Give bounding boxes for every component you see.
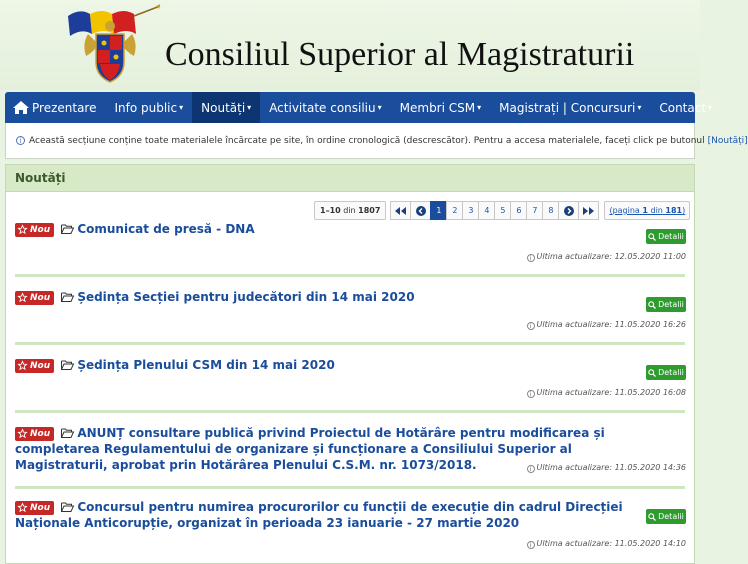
star-outline-icon: [18, 293, 27, 302]
updated-date: 11.05.2020 16:26: [614, 320, 686, 329]
last-updated: [527, 252, 687, 262]
page-current: 1: [642, 206, 648, 215]
news-item-title[interactable]: Ședința Secției pentru judecători din 14 mai 2020: [77, 290, 415, 304]
results-of-word: din: [343, 206, 356, 215]
nav-item-membri-csm[interactable]: [391, 92, 491, 123]
site-title: Consiliul Superior al Magistraturii: [165, 36, 635, 73]
folder-open-icon: [61, 502, 74, 512]
double-chevron-right-icon: [583, 207, 594, 215]
search-icon: [648, 301, 656, 309]
last-updated: [527, 539, 687, 549]
panel-title: Noutăți: [6, 165, 694, 192]
updated-date: 11.05.2020 14:10: [614, 539, 686, 548]
news-item-title[interactable]: Concursul pentru numirea procurorilor cu funcții de execuție din cadrul Direcției Naționale Anticorupție, organizat în perioada 23 ianuarie - 27 martie 2020: [15, 500, 623, 530]
page-3-button[interactable]: 3: [462, 201, 479, 220]
page-2-button[interactable]: 2: [446, 201, 463, 220]
nav-item-label: Membri CSM: [399, 100, 476, 115]
results-total: 1807: [358, 206, 381, 215]
nav-item-label: Magistrați | Concursuri: [499, 100, 636, 115]
caret-down-icon: ▾: [247, 103, 252, 112]
nav-item-label: Noutăți: [201, 100, 246, 115]
details-label: Detalii: [658, 232, 684, 241]
updated-date: 11.05.2020 16:08: [614, 388, 686, 397]
nav-item-info-public[interactable]: [105, 92, 192, 123]
details-label: Detalii: [658, 368, 684, 377]
page-8-button[interactable]: 8: [542, 201, 559, 220]
updated-prefix: Ultima actualizare:: [536, 320, 613, 329]
news-panel: [5, 164, 695, 564]
updated-prefix: Ultima actualizare:: [536, 252, 613, 261]
page-4-button[interactable]: 4: [478, 201, 495, 220]
page-1-button[interactable]: 1: [430, 201, 447, 220]
news-item: [6, 285, 694, 343]
nav-item-label: Activitate consiliu: [269, 100, 376, 115]
results-range: 1–10: [320, 206, 341, 215]
last-updated: [527, 388, 687, 398]
page-indicator[interactable]: ( pagina 1 din 181 ): [604, 201, 690, 220]
nav-item-noutati[interactable]: [192, 92, 260, 123]
news-item-title-row: [15, 357, 654, 373]
info-icon: i: [527, 390, 535, 398]
site-header: [0, 0, 700, 90]
news-item: [6, 497, 694, 563]
page-7-button[interactable]: 7: [526, 201, 543, 220]
chevron-circle-right-icon: [564, 206, 574, 216]
info-icon: i: [527, 541, 535, 549]
details-button[interactable]: [646, 229, 686, 244]
new-badge-label: Nou: [30, 428, 51, 439]
search-icon: [648, 369, 656, 377]
folder-open-icon: [61, 292, 74, 302]
star-outline-icon: [18, 361, 27, 370]
page-of-word: din: [650, 206, 663, 215]
details-label: Detalii: [658, 512, 684, 521]
news-item-title-row: [15, 221, 654, 237]
updated-prefix: Ultima actualizare:: [536, 539, 613, 548]
home-icon: [13, 101, 29, 114]
news-item-title[interactable]: Comunicat de presă - DNA: [77, 222, 255, 236]
details-button[interactable]: [646, 509, 686, 524]
news-item: [6, 421, 694, 487]
nav-item-magistrati-concursuri[interactable]: [490, 92, 650, 123]
nav-item-contact[interactable]: [650, 92, 721, 123]
page-word: pagina: [612, 206, 640, 215]
new-badge: [15, 501, 54, 515]
caret-down-icon: ▾: [708, 103, 713, 112]
news-item: [6, 217, 694, 275]
details-button[interactable]: [646, 297, 686, 312]
info-text: Această secțiune conține toate materialele încărcate pe site, în ordine cronologică (descrescător). Pentru a accesa materialele, faceți click pe butonul: [29, 135, 705, 146]
page-6-button[interactable]: 6: [510, 201, 527, 220]
divider: [15, 410, 685, 413]
nav-item-label: Info public: [114, 100, 178, 115]
updated-date: 11.05.2020 14:36: [614, 463, 686, 472]
star-outline-icon: [18, 503, 27, 512]
new-badge-label: Nou: [30, 224, 51, 235]
new-badge: [15, 359, 54, 373]
divider: [15, 342, 685, 345]
info-icon: i: [16, 136, 25, 145]
new-badge: [15, 223, 54, 237]
folder-open-icon: [61, 224, 74, 234]
page-5-button[interactable]: 5: [494, 201, 511, 220]
caret-down-icon: ▾: [179, 103, 184, 112]
details-button[interactable]: [646, 365, 686, 380]
last-updated: [527, 463, 687, 473]
updated-prefix: Ultima actualizare:: [536, 463, 613, 472]
star-outline-icon: [18, 429, 27, 438]
news-item-title[interactable]: Ședința Plenului CSM din 14 mai 2020: [77, 358, 335, 372]
divider: [15, 274, 685, 277]
nav-item-label: Prezentare: [32, 100, 97, 115]
new-badge: [15, 427, 54, 441]
details-label: Detalii: [658, 300, 684, 309]
news-item-title[interactable]: ANUNȚ consultare publică privind Proiectul de Hotărâre pentru modificarea și completarea Regulamentului de organizare și funcționare a Consiliului Superior al Magistraturii, aprobat prin Hotărârea Plenului C.S.M. nr. 1073/2018.: [15, 426, 605, 472]
nav-item-label: Contact: [659, 100, 707, 115]
updated-prefix: Ultima actualizare:: [536, 388, 613, 397]
info-noutati-link[interactable]: [Noutăți]: [707, 135, 748, 146]
nav-item-activitate-consiliu[interactable]: [260, 92, 390, 123]
info-icon: i: [527, 465, 535, 473]
folder-open-icon: [61, 360, 74, 370]
divider: [15, 486, 685, 489]
main-navbar: [5, 92, 713, 123]
updated-date: 12.05.2020 11:00: [614, 252, 686, 261]
page-total: 181: [665, 206, 683, 215]
info-icon: i: [527, 254, 535, 262]
double-chevron-left-icon: [395, 207, 406, 215]
new-badge-label: Nou: [30, 360, 51, 371]
news-item-title-row: [15, 289, 654, 305]
search-icon: [648, 233, 656, 241]
folder-open-icon: [61, 428, 74, 438]
news-item: [6, 353, 694, 411]
nav-item-prezentare[interactable]: [5, 92, 105, 123]
new-badge-label: Nou: [30, 502, 51, 513]
caret-down-icon: ▾: [477, 103, 482, 112]
star-outline-icon: [18, 225, 27, 234]
caret-down-icon: ▾: [637, 103, 642, 112]
search-icon: [648, 513, 656, 521]
section-info-bar: [5, 123, 748, 159]
new-badge: [15, 291, 54, 305]
caret-down-icon: ▾: [377, 103, 382, 112]
chevron-circle-left-icon: [416, 206, 426, 216]
last-updated: [527, 320, 687, 330]
info-icon: i: [527, 322, 535, 330]
news-item-title-row: [15, 499, 654, 531]
new-badge-label: Nou: [30, 292, 51, 303]
romania-coat-of-arms-logo[interactable]: [62, 4, 162, 84]
